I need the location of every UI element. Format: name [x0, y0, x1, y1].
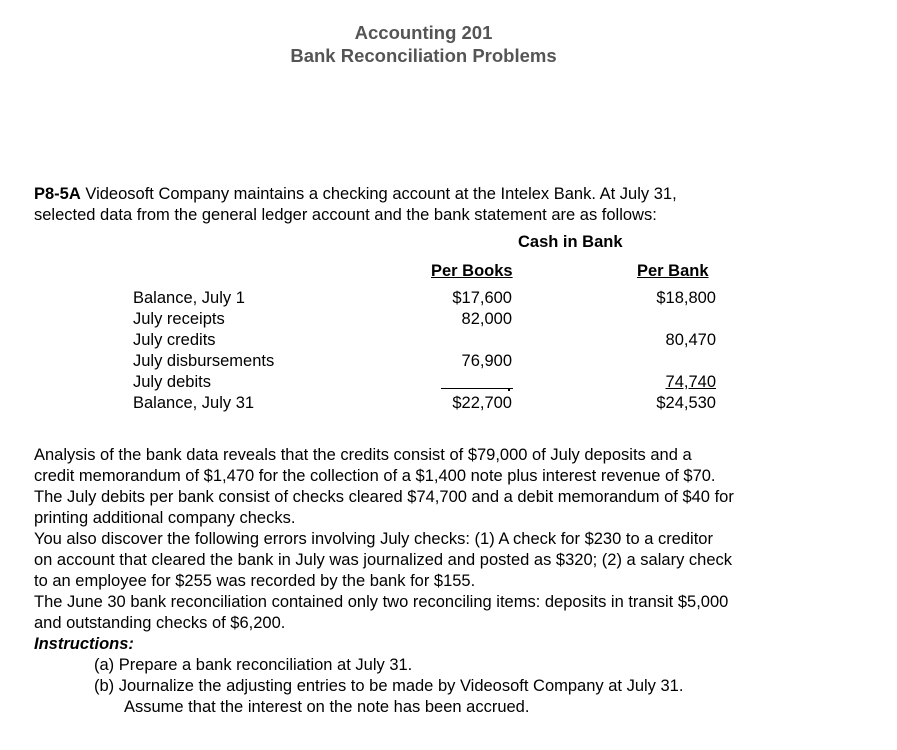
- analysis-line-6: on account that cleared the bank in July was journalized and posted as $320; (2) a salary check: [34, 551, 733, 569]
- row-label-balance-july-31: Balance, July 31: [133, 394, 255, 412]
- books-total-rule: [441, 388, 513, 389]
- document-title: Accounting 201: [354, 22, 493, 43]
- bank-balance-july-31: $24,530: [656, 394, 716, 412]
- bank-july-debits: 74,740: [665, 373, 716, 391]
- analysis-line-9: and outstanding checks of $6,200.: [34, 614, 286, 632]
- analysis-line-5: You also discover the following errors involving July checks: (1) A check for $230 to a creditor: [34, 530, 713, 548]
- row-label-balance-july-1: Balance, July 1: [133, 289, 245, 307]
- row-label-july-receipts: July receipts: [133, 310, 225, 328]
- bank-balance-july-1: $18,800: [656, 289, 716, 307]
- intro-text-line-2: selected data from the general ledger account and the bank statement are as follows:: [34, 206, 657, 224]
- problem-id: P8-5A: [34, 185, 81, 203]
- analysis-line-2: credit memorandum of $1,470 for the collection of a $1,400 note plus interest revenue of $70.: [34, 467, 716, 485]
- row-label-july-debits: July debits: [133, 373, 211, 391]
- analysis-section: [34, 445, 854, 718]
- analysis-line-7: to an employee for $255 was recorded by the bank for $155.: [34, 572, 476, 590]
- books-july-disbursements: 76,900: [461, 352, 512, 370]
- books-total-rule-dot: [508, 389, 510, 391]
- table-heading: Cash in Bank: [518, 233, 623, 251]
- column-header-per-bank: Per Bank: [637, 262, 709, 280]
- bank-july-credits: 80,470: [665, 331, 716, 349]
- books-balance-july-31: $22,700: [452, 394, 512, 412]
- problem-intro: [34, 184, 834, 226]
- column-header-per-books: Per Books: [431, 262, 513, 280]
- analysis-line-4: printing additional company checks.: [34, 509, 296, 527]
- analysis-line-8: The June 30 bank reconciliation contained only two reconciling items: deposits in transit $5,000: [34, 593, 729, 611]
- books-balance-july-1: $17,600: [452, 289, 512, 307]
- instruction-item-a: (a) Prepare a bank reconciliation at July 31.: [94, 656, 413, 674]
- instructions-label: Instructions:: [34, 635, 134, 653]
- row-label-july-disbursements: July disbursements: [133, 352, 275, 370]
- instruction-item-b-continued: Assume that the interest on the note has been accrued.: [124, 698, 530, 716]
- instruction-item-b: (b) Journalize the adjusting entries to be made by Videosoft Company at July 31.: [94, 677, 684, 695]
- analysis-line-3: The July debits per bank consist of checks cleared $74,700 and a debit memorandum of $40 for: [34, 488, 734, 506]
- intro-text-line-1: Videosoft Company maintains a checking account at the Intelex Bank. At July 31,: [80, 185, 677, 203]
- analysis-line-1: Analysis of the bank data reveals that the credits consist of $79,000 of July deposits and a: [34, 446, 692, 464]
- document-subtitle: Bank Reconciliation Problems: [290, 45, 557, 66]
- books-july-receipts: 82,000: [461, 310, 512, 328]
- row-label-july-credits: July credits: [133, 331, 216, 349]
